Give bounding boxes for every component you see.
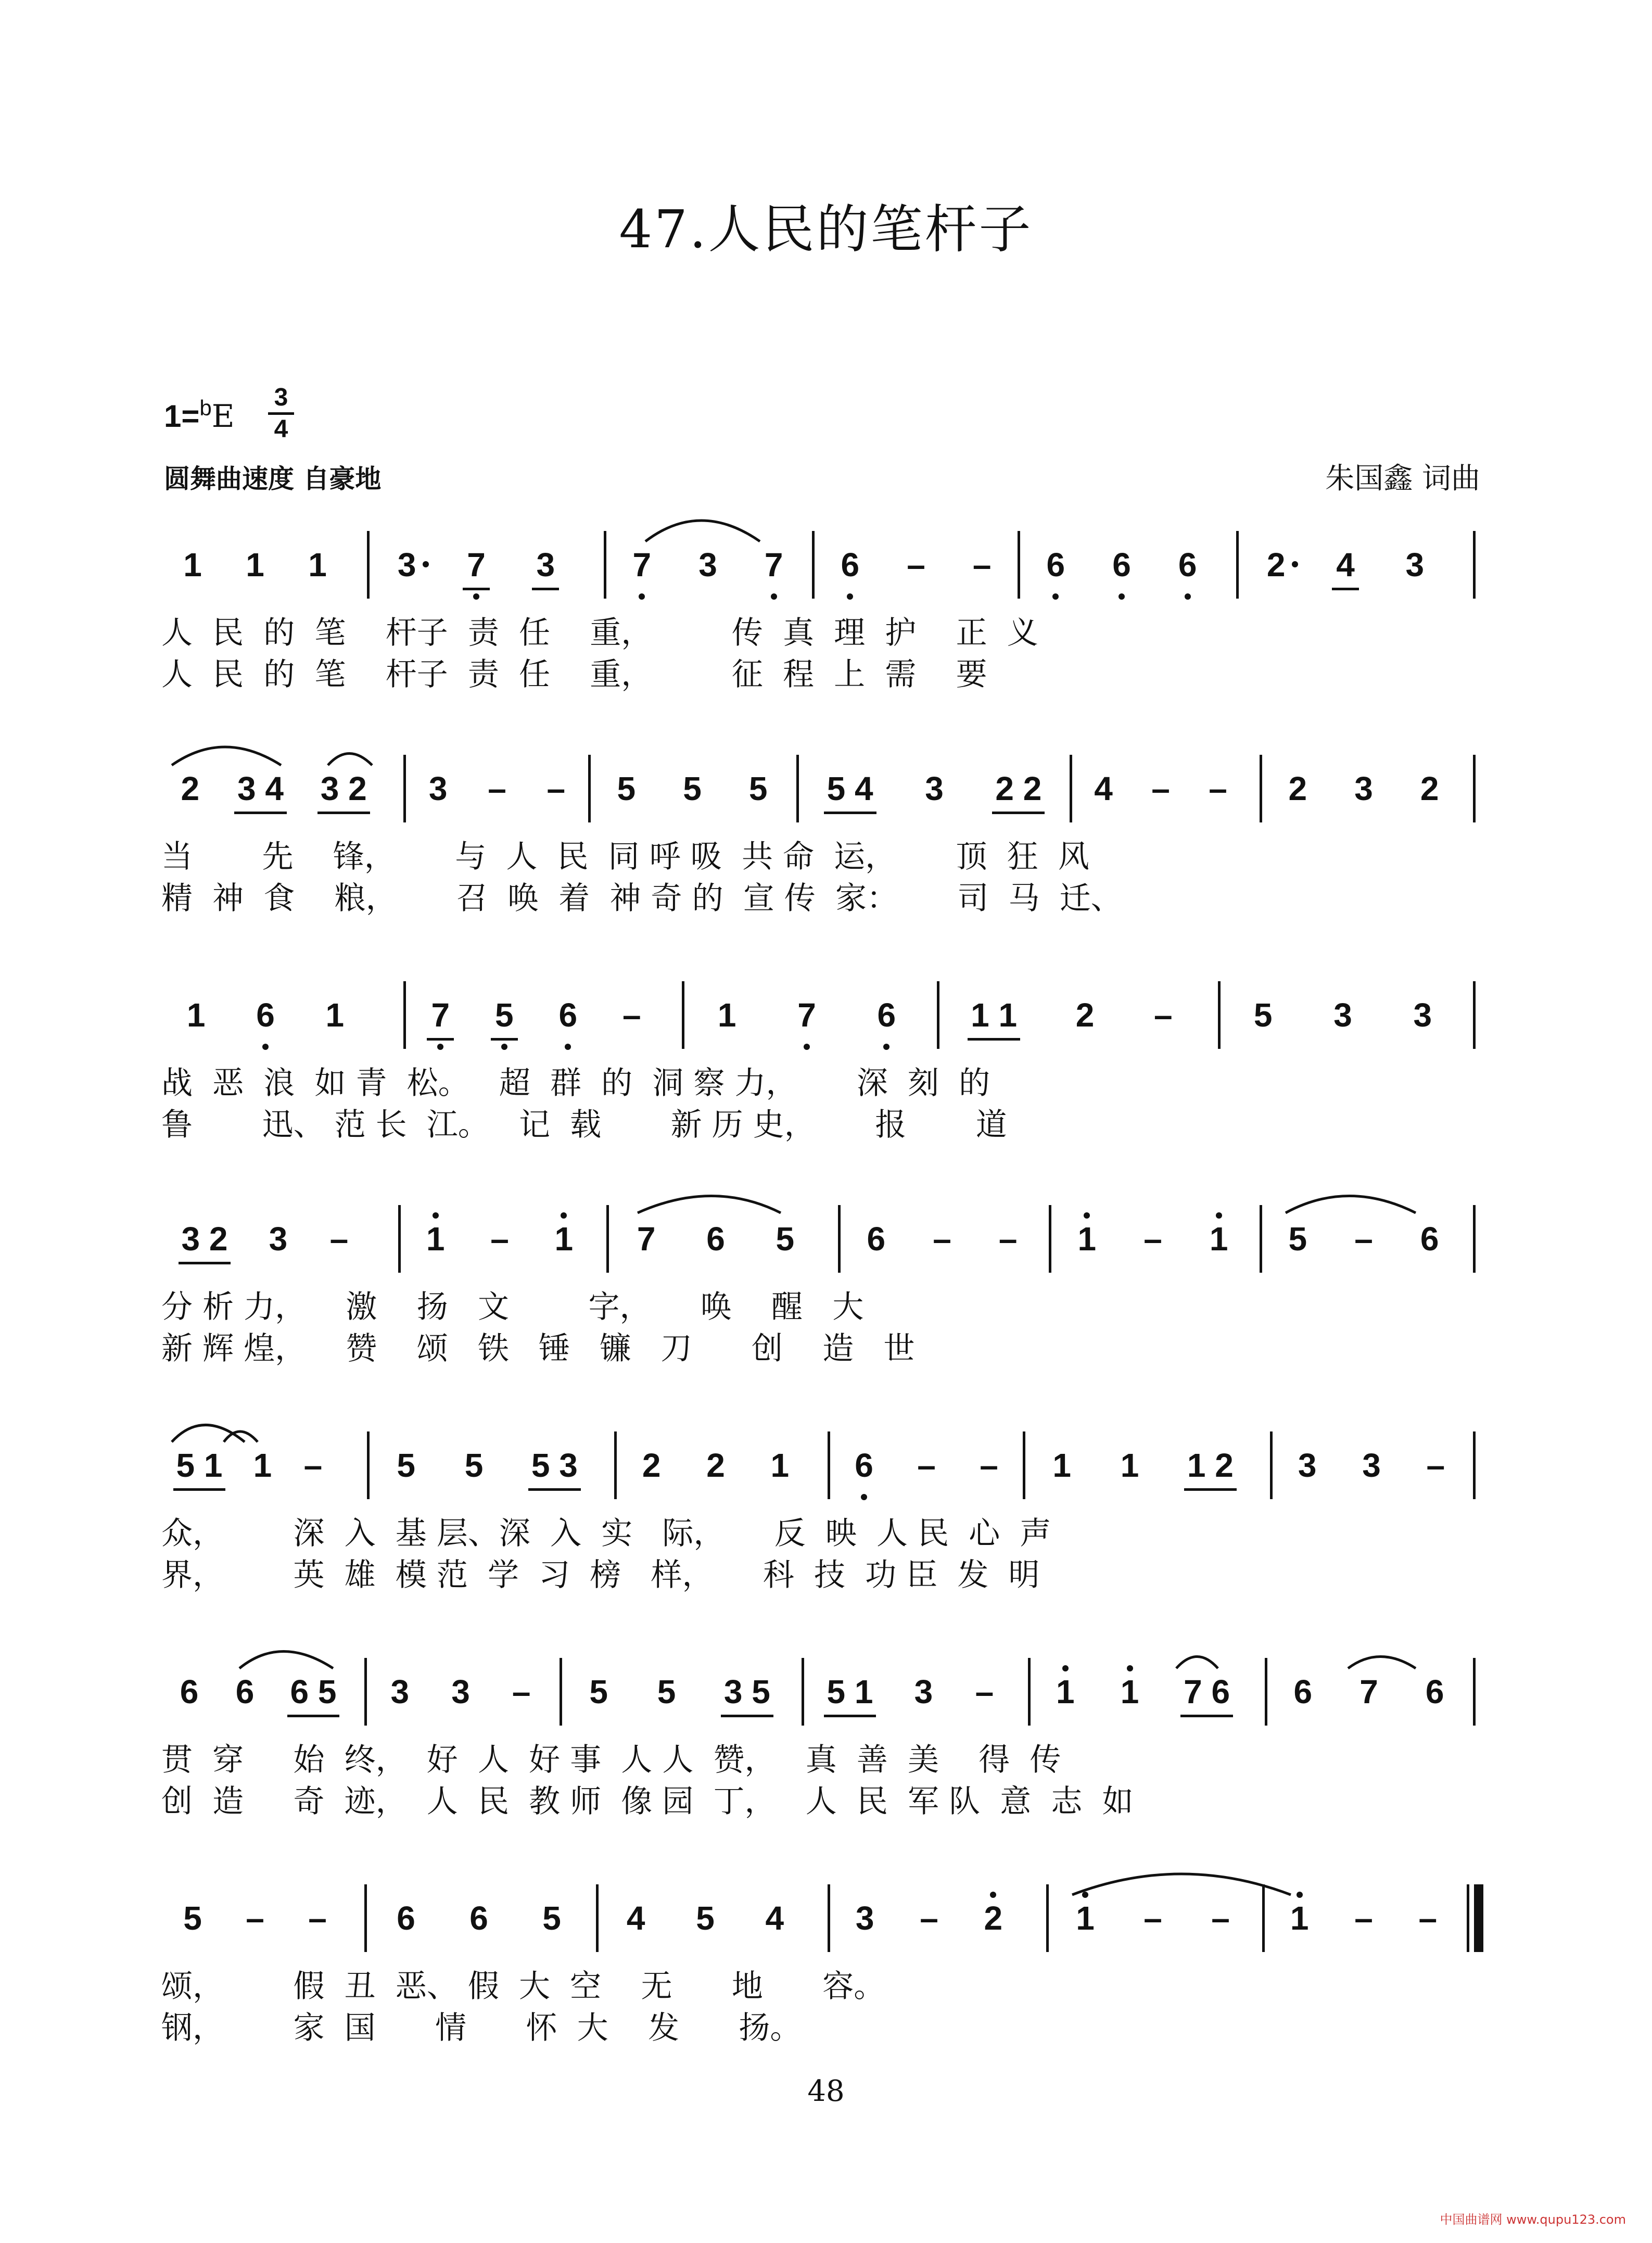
measure bbox=[833, 1884, 1025, 1952]
measure bbox=[687, 981, 926, 1049]
measure bbox=[942, 981, 1202, 1049]
note: 3 bbox=[397, 546, 417, 584]
barline bbox=[596, 1884, 599, 1952]
note: – bbox=[1143, 1899, 1162, 1937]
measure bbox=[1265, 1205, 1463, 1273]
page-title: 47.人民的笔杆子 bbox=[619, 199, 1033, 260]
note: – bbox=[1426, 1447, 1445, 1484]
measure bbox=[1267, 1884, 1460, 1952]
barline bbox=[1473, 531, 1476, 599]
note: 7 bbox=[1359, 1673, 1378, 1710]
lyrics-verse-2: 人 民 的 笔 杆子 责 任 重， 征 程 上 需 要 bbox=[161, 656, 987, 693]
note: 1 bbox=[770, 1447, 790, 1484]
note: – bbox=[308, 1899, 327, 1937]
note: 5 bbox=[776, 1220, 795, 1258]
barline bbox=[398, 1205, 401, 1273]
note: 5 bbox=[542, 1899, 561, 1937]
note: 1 bbox=[1052, 1447, 1071, 1484]
measure bbox=[843, 1205, 1041, 1273]
note: 7 bbox=[430, 996, 451, 1034]
note: 6 bbox=[1111, 546, 1132, 584]
barline bbox=[1070, 755, 1072, 822]
page-number: 48 bbox=[807, 2074, 845, 2108]
measure bbox=[161, 1431, 338, 1499]
score-system-5 bbox=[0, 1431, 1652, 1598]
meter-bottom: 4 bbox=[274, 415, 288, 443]
barline bbox=[682, 981, 684, 1049]
note: 7 bbox=[466, 546, 487, 584]
note: 3 2 bbox=[320, 770, 367, 807]
note: 5 bbox=[464, 1447, 484, 1484]
note: 6 5 bbox=[290, 1673, 337, 1710]
note: – bbox=[1418, 1899, 1438, 1937]
note: 3 bbox=[1413, 996, 1432, 1034]
note: 1 1 bbox=[971, 996, 1018, 1034]
note: 1 bbox=[717, 996, 736, 1034]
barline bbox=[367, 531, 370, 599]
barline bbox=[403, 981, 406, 1049]
note: 1 bbox=[1055, 1672, 1076, 1711]
lyrics-verse-1: 贯 穿 始 终， 好 人 好 事 人 人 赞， 真 善 美 得 传 bbox=[161, 1742, 1061, 1778]
note: – bbox=[512, 1673, 531, 1710]
note: – bbox=[490, 1220, 509, 1258]
measure bbox=[1275, 1431, 1468, 1499]
note: – bbox=[980, 1447, 998, 1484]
measure bbox=[161, 1658, 354, 1726]
measure bbox=[1265, 755, 1463, 822]
note: 5 bbox=[657, 1673, 676, 1710]
note: 5 bbox=[397, 1447, 415, 1484]
note: – bbox=[907, 546, 925, 584]
barline bbox=[614, 1431, 617, 1499]
note: 1 bbox=[325, 996, 345, 1034]
meter-bar bbox=[268, 412, 294, 415]
measure bbox=[161, 755, 385, 822]
barline bbox=[1260, 755, 1262, 822]
note: 2 bbox=[983, 1899, 1003, 1937]
note: 6 bbox=[1293, 1673, 1313, 1710]
note: 5 bbox=[696, 1899, 715, 1937]
note: 5 bbox=[1253, 996, 1273, 1034]
note: 6 bbox=[469, 1899, 488, 1937]
note: 7 bbox=[764, 546, 784, 584]
barline bbox=[1467, 1884, 1469, 1952]
measure bbox=[1023, 531, 1221, 599]
barline bbox=[1049, 1205, 1051, 1273]
measure bbox=[1033, 1658, 1252, 1726]
note: – bbox=[1154, 996, 1173, 1034]
note: 1 bbox=[1075, 1899, 1096, 1937]
note: 2 bbox=[642, 1447, 661, 1484]
measure bbox=[161, 1884, 349, 1952]
note: 3 bbox=[1362, 1447, 1381, 1484]
barline bbox=[1023, 1431, 1025, 1499]
barline bbox=[1236, 531, 1239, 599]
barline bbox=[838, 1205, 841, 1273]
measure bbox=[161, 531, 349, 599]
barline bbox=[403, 755, 406, 822]
note: 3 bbox=[698, 546, 717, 584]
barline bbox=[364, 1884, 367, 1952]
note: – bbox=[1209, 770, 1227, 807]
note: – bbox=[917, 1447, 936, 1484]
measure bbox=[1051, 1884, 1254, 1952]
measure bbox=[612, 1205, 820, 1273]
measure bbox=[370, 1658, 552, 1726]
note: 6 bbox=[840, 546, 860, 584]
barline bbox=[1046, 1884, 1049, 1952]
lyrics-verse-2: 创 造 奇 迹， 人 民 教 师 像 园 丁， 人 民 军 队 意 志 如 bbox=[161, 1783, 1134, 1820]
score-system-1 bbox=[0, 531, 1652, 698]
note: – bbox=[1354, 1220, 1373, 1258]
note: 1 bbox=[1209, 1220, 1229, 1258]
note: 3 bbox=[269, 1220, 288, 1258]
note: 6 bbox=[876, 996, 897, 1034]
note: 3 bbox=[451, 1673, 470, 1710]
lyrics-verse-2: 钢， 家 国 情 怀 大 发 扬。 bbox=[161, 2010, 802, 2046]
barline bbox=[1218, 981, 1221, 1049]
note: 3 bbox=[1405, 546, 1425, 584]
measure bbox=[1270, 1658, 1468, 1726]
note: 7 bbox=[637, 1220, 656, 1258]
note: 7 bbox=[631, 546, 652, 584]
barline bbox=[1260, 1205, 1262, 1273]
barline bbox=[1473, 755, 1476, 822]
note: – bbox=[488, 770, 506, 807]
note: – bbox=[303, 1447, 323, 1484]
note: 2 bbox=[1288, 770, 1307, 807]
barline bbox=[828, 1431, 830, 1499]
meter-top: 3 bbox=[274, 384, 288, 411]
note: 1 bbox=[1120, 1672, 1140, 1711]
note: 4 bbox=[1094, 770, 1113, 807]
note: 6 bbox=[1177, 546, 1198, 584]
measure bbox=[593, 755, 791, 822]
measure bbox=[1223, 981, 1463, 1049]
measure bbox=[161, 1205, 370, 1273]
barline bbox=[1473, 1431, 1476, 1499]
note: 3 bbox=[914, 1673, 933, 1710]
note: – bbox=[1151, 770, 1170, 807]
note: – bbox=[329, 1220, 349, 1258]
barline bbox=[1473, 1658, 1476, 1726]
note: 3 bbox=[535, 546, 556, 584]
note: – bbox=[1143, 1220, 1162, 1258]
lyrics-verse-2: 新 辉 煌， 赞 颂 铁 锤 镰 刀 创 造 世 bbox=[161, 1330, 915, 1367]
note: – bbox=[622, 996, 641, 1034]
score-system-4 bbox=[0, 1205, 1652, 1372]
note: 6 bbox=[235, 1673, 255, 1710]
note: 1 bbox=[425, 1220, 446, 1258]
barline bbox=[560, 1658, 562, 1726]
measure bbox=[1028, 1431, 1257, 1499]
note: 6 bbox=[557, 996, 578, 1034]
note: – bbox=[998, 1220, 1018, 1258]
note: 6 bbox=[1420, 1220, 1439, 1258]
note: 6 bbox=[867, 1220, 886, 1258]
note: 5 4 bbox=[827, 770, 873, 807]
note: 5 bbox=[183, 1899, 202, 1937]
note: 1 bbox=[186, 996, 206, 1034]
lyrics-verse-2: 鲁 迅、 范 长 江。 记 载 新 历 史， 报 道 bbox=[161, 1107, 1007, 1143]
lyrics-verse-1: 人 民 的 笔 杆子 责 任 重， 传 真 理 护 正 义 bbox=[161, 615, 1038, 651]
barline bbox=[1473, 1205, 1476, 1273]
note: 1 bbox=[308, 546, 327, 584]
note: 1 bbox=[1289, 1899, 1310, 1937]
measure bbox=[1075, 755, 1247, 822]
score-system-6 bbox=[0, 1658, 1652, 1824]
barline bbox=[364, 1658, 367, 1726]
measure bbox=[619, 1431, 812, 1499]
measure bbox=[372, 1431, 601, 1499]
measure bbox=[601, 1884, 809, 1952]
measure bbox=[409, 981, 664, 1049]
barline bbox=[812, 531, 815, 599]
note: 2 bbox=[1266, 546, 1287, 584]
note: 7 bbox=[796, 996, 817, 1034]
barline bbox=[1028, 1658, 1031, 1726]
note: 5 1 bbox=[176, 1447, 223, 1484]
note: 1 bbox=[183, 546, 202, 584]
flat-sign: b bbox=[199, 396, 212, 420]
note: 5 1 bbox=[827, 1673, 873, 1710]
measure bbox=[370, 1884, 588, 1952]
note: 1 bbox=[1120, 1447, 1139, 1484]
note: 1 bbox=[253, 1447, 272, 1484]
note: 5 bbox=[748, 770, 768, 807]
note: 4 bbox=[765, 1899, 784, 1937]
note: 6 bbox=[1425, 1673, 1444, 1710]
note: 1 bbox=[1076, 1220, 1097, 1258]
measure bbox=[565, 1658, 794, 1726]
note: 3 bbox=[390, 1673, 410, 1710]
barline bbox=[1473, 981, 1476, 1049]
note: 3 bbox=[428, 770, 448, 807]
note: 4 bbox=[1335, 546, 1356, 584]
note: 3 bbox=[855, 1899, 874, 1937]
note: – bbox=[920, 1899, 938, 1937]
barline bbox=[1018, 531, 1020, 599]
note: 6 bbox=[397, 1899, 415, 1937]
note: 3 bbox=[1298, 1447, 1317, 1484]
barline bbox=[606, 1205, 609, 1273]
note: 2 bbox=[1420, 770, 1439, 807]
note: 3 2 bbox=[181, 1220, 228, 1258]
lyrics-verse-1: 颂， 假 丑 恶、 假 大 空 无 地 容。 bbox=[161, 1968, 885, 2005]
lyrics-verse-1: 众， 深 入 基 层、深 入 实 际， 反 映 人 民 心 声 bbox=[161, 1515, 1051, 1552]
measure bbox=[1054, 1205, 1252, 1273]
note: 5 bbox=[1288, 1220, 1307, 1258]
score-system-7 bbox=[0, 1884, 1652, 2051]
note: – bbox=[1211, 1899, 1230, 1937]
measure bbox=[409, 755, 586, 822]
measure bbox=[802, 755, 1067, 822]
barline bbox=[802, 1658, 804, 1726]
lyrics-verse-1: 战 恶 浪 如 青 松。 超 群 的 洞 察 力， 深 刻 的 bbox=[161, 1065, 990, 1101]
note: 3 bbox=[1333, 996, 1352, 1034]
measure bbox=[833, 1431, 1020, 1499]
measure bbox=[403, 1205, 596, 1273]
key-note: E bbox=[211, 398, 235, 435]
note: 6 bbox=[854, 1446, 874, 1485]
note: – bbox=[547, 770, 566, 807]
note: 6 bbox=[180, 1673, 199, 1710]
note: – bbox=[975, 1673, 994, 1710]
key-prefix: 1= bbox=[164, 399, 200, 434]
tempo-marking: 圆舞曲速度 自豪地 bbox=[164, 464, 382, 494]
note: 2 2 bbox=[995, 770, 1042, 807]
note: – bbox=[933, 1220, 951, 1258]
note: 4 bbox=[626, 1899, 645, 1937]
note: 6 bbox=[706, 1220, 725, 1258]
measure bbox=[609, 531, 807, 599]
watermark: 中国曲谱网 www.qupu123.com bbox=[1440, 2212, 1626, 2227]
note: 5 3 bbox=[531, 1447, 578, 1484]
final-barline bbox=[1474, 1884, 1483, 1952]
note: 6 bbox=[255, 996, 276, 1034]
measure bbox=[372, 531, 580, 599]
note: 1 bbox=[553, 1220, 574, 1258]
lyrics-verse-2: 界， 英 雄 模 范 学 习 榜 样， 科 技 功 臣 发 明 bbox=[161, 1557, 1040, 1593]
note: 3 bbox=[1354, 770, 1373, 807]
lyrics-verse-2: 精 神 食 粮， 召 唤 着 神 奇 的 宣 传 家： 司 马 迁、 bbox=[161, 880, 1122, 917]
note: 5 bbox=[589, 1673, 608, 1710]
measure bbox=[807, 1658, 1015, 1726]
note: 5 bbox=[683, 770, 702, 807]
note: 3 5 bbox=[723, 1673, 770, 1710]
barline bbox=[1265, 1658, 1267, 1726]
measure bbox=[161, 981, 370, 1049]
note: – bbox=[1354, 1899, 1373, 1937]
note: 7 6 bbox=[1184, 1673, 1230, 1710]
lyrics-verse-1: 分 析 力， 激 扬 文 字， 唤 醒 大 bbox=[161, 1289, 864, 1325]
barline bbox=[367, 1431, 370, 1499]
note: 5 bbox=[617, 770, 636, 807]
note: 3 bbox=[925, 770, 944, 807]
barline bbox=[1262, 1884, 1265, 1952]
measure bbox=[1241, 531, 1450, 599]
time-signature bbox=[268, 384, 294, 443]
barline bbox=[604, 531, 606, 599]
note: 2 bbox=[181, 770, 200, 807]
note: 1 2 bbox=[1187, 1447, 1234, 1484]
barline bbox=[588, 755, 591, 822]
barline bbox=[937, 981, 939, 1049]
key-signature bbox=[164, 396, 235, 435]
note: 3 4 bbox=[237, 770, 284, 807]
note: 2 bbox=[706, 1447, 725, 1484]
note: – bbox=[972, 546, 992, 584]
barline bbox=[796, 755, 799, 822]
lyrics-verse-1: 当 先 锋， 与 人 民 同 呼 吸 共 命 运， 顶 狂 风 bbox=[161, 839, 1089, 875]
note: 2 bbox=[1075, 996, 1095, 1034]
note: – bbox=[246, 1899, 264, 1937]
note: 5 bbox=[494, 996, 515, 1034]
score-system-2 bbox=[0, 755, 1652, 921]
barline bbox=[1270, 1431, 1273, 1499]
note: 6 bbox=[1045, 546, 1066, 584]
note: 1 bbox=[246, 546, 264, 584]
score-system-3 bbox=[0, 981, 1652, 1148]
composer-credit: 朱国鑫 词曲 bbox=[1325, 462, 1480, 496]
measure bbox=[817, 531, 1015, 599]
barline bbox=[828, 1884, 830, 1952]
